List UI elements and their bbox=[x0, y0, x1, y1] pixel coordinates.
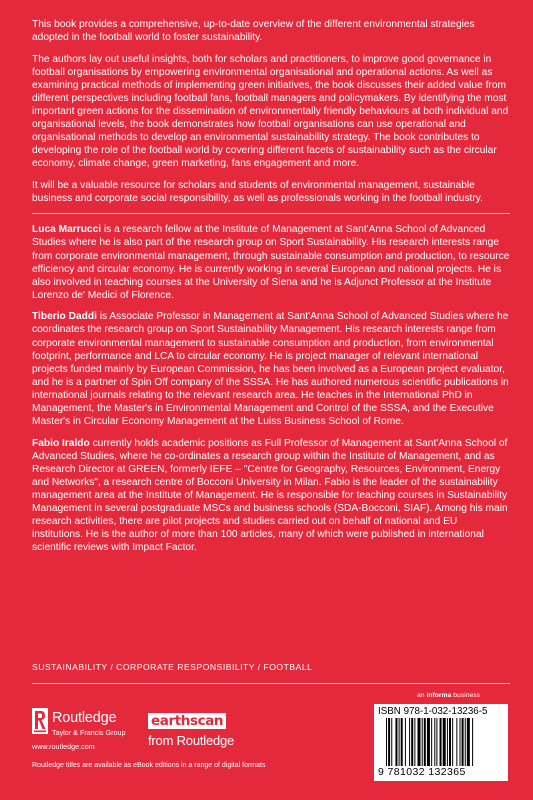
author-name: Luca Marrucci bbox=[32, 224, 102, 236]
author-bio-2 bbox=[32, 310, 510, 428]
informa-prefix: an bbox=[417, 692, 427, 699]
author-name: Fabio Iraldo bbox=[32, 437, 90, 449]
subject-categories: SUSTAINABILITY / CORPORATE RESPONSIBILITY / FOOTBALL bbox=[32, 662, 313, 672]
barcode-digits: 9 781032 132365 bbox=[378, 766, 466, 778]
author-bio-3 bbox=[32, 437, 510, 555]
publisher-group: Taylor & Francis Group bbox=[52, 728, 126, 737]
imprint-name: earthscan bbox=[148, 713, 226, 729]
barcode-bars bbox=[386, 718, 502, 766]
imprint-from: from Routledge bbox=[148, 733, 235, 748]
author-bio-text: is Associate Professor in Management at Sant'Anna School of Advanced Studies where he coordinates the research group on Sport Sustainability Management. His research interests range from corporate environmental management to sustainable consumption and production, from environmental footprint, performance and LCA to circular economy. He is project manager of relevant international projects funded mainly by European Commission, he has been involved as a European project evaluator, and he is a partner of Spin Off company of the SSSA. He has authored numerous scientific publications in international journals relating to the relevant research area. He teaches in the International PhD in Management, the Master's in Environmental Management and Control of the SSSA, and the Executive Master's in Circular Economy Management at the Luiss Business School of Rome. bbox=[32, 311, 509, 428]
publisher-url[interactable]: www.routledge.com bbox=[32, 742, 95, 751]
author-bio-1 bbox=[32, 223, 510, 302]
informa-business-label bbox=[417, 692, 480, 699]
routledge-name: Routledge bbox=[52, 710, 117, 726]
back-cover-text bbox=[32, 18, 510, 563]
divider bbox=[32, 683, 510, 684]
informa-suffix: business bbox=[451, 692, 481, 699]
earthscan-logo bbox=[148, 712, 234, 748]
author-bio-text: currently holds academic positions as Full Professor of Management at Sant'Anna School of Advanced Studies, where he co-ordinates a research group within the Institute of Management, and as Research Director at GREEN, formerly IEFE – "Centre for Geography, Resources, Environment, Energy and Networks", a research centre of Bocconi University in Milan. Fabio is the leader of the sustainability management area at the Institute of Management. He is responsible for teaching courses in Sustainability Management in several postgraduate MSCs and business schools (SDA-Bocconi, SIAF). Among his main research activities, there are pilot projects and studies carried out on behalf of national and EU institutions. He is the author of more than 100 articles, many of which were published in international scientific reviews with Impact Factor. bbox=[32, 437, 508, 554]
author-bio-text: is a research fellow at the Institute of Management at Sant'Anna School of Advanced Studies where he is also part of the research group on Sport Sustainability. His research interests range from corporate environmental management, through sustainable consumption and production, to resource efficiency and circular economy. He is currently working in several European and national projects. He is also involved in teaching courses at the University of Siena and he is Adjunct Professor at the Institute Lorenzo de' Medici of Florence. bbox=[32, 224, 510, 301]
routledge-r-icon bbox=[32, 708, 48, 734]
routledge-logo bbox=[32, 708, 140, 744]
divider bbox=[32, 213, 510, 214]
author-name: Tiberio Daddi bbox=[32, 311, 97, 323]
blurb-paragraph-1: This book provides a comprehensive, up-to-date overview of the different environmental strategies adopted in the football world to foster sustainability. bbox=[32, 19, 475, 44]
blurb-paragraph-3: It will be a valuable resource for scholars and students of environmental management, sustainable business and corporate social responsibility, as well as professionals working in the football industry. bbox=[32, 179, 483, 204]
isbn-label: ISBN 978-1-032-13236-5 bbox=[378, 706, 488, 717]
informa-brand: informa bbox=[426, 692, 452, 699]
ebook-note: Routledge titles are available as eBook editions in a range of digital formats bbox=[32, 762, 266, 769]
blurb-paragraph-2: The authors lay out useful insights, both for scholars and practitioners, to improve good governance in football organisations by empowering environmental organisational and operational actions. As well as examining practical methods of implementing green initiatives, the book discusses their added value from different perspectives including football fans, football managers and policymakers. By identifying the most important green actions for the dissemination of environmentally friendly behaviours at both individual and organisational levels, the book demonstrates how football organisations can use operational and organisational methods to develop an environmental sustainability strategy. The book contributes to developing the role of the football world by covering different facets of sustainability such as the circular economy, climate change, green marketing, fans engagement and more. bbox=[32, 53, 509, 170]
isbn-barcode bbox=[374, 704, 508, 781]
